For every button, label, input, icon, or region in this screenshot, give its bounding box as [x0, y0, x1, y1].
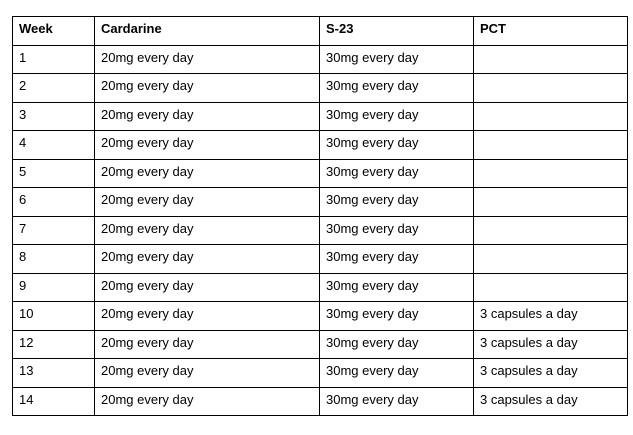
table-row: [13, 273, 628, 302]
s23-cell: 30mg every day: [320, 273, 474, 302]
table-row: [13, 387, 628, 416]
week-cell: 3: [13, 102, 95, 131]
cardarine-cell: 20mg every day: [95, 302, 320, 331]
table-row: [13, 302, 628, 331]
pct-cell: 3 capsules a day: [474, 387, 628, 416]
week-cell: 5: [13, 159, 95, 188]
cardarine-cell: 20mg every day: [95, 131, 320, 160]
week-cell: 6: [13, 188, 95, 217]
pct-cell: [474, 159, 628, 188]
s23-cell: 30mg every day: [320, 245, 474, 274]
week-cell: 7: [13, 216, 95, 245]
week-cell: 4: [13, 131, 95, 160]
header-row: [13, 17, 628, 46]
s23-cell: 30mg every day: [320, 302, 474, 331]
s23-cell: 30mg every day: [320, 159, 474, 188]
s23-cell: 30mg every day: [320, 359, 474, 388]
header-week: Week: [13, 17, 95, 46]
table-header: [13, 17, 628, 46]
pct-cell: [474, 216, 628, 245]
cardarine-cell: 20mg every day: [95, 273, 320, 302]
s23-cell: 30mg every day: [320, 45, 474, 74]
s23-cell: 30mg every day: [320, 216, 474, 245]
cardarine-cell: 20mg every day: [95, 159, 320, 188]
week-cell: 8: [13, 245, 95, 274]
pct-cell: [474, 188, 628, 217]
week-cell: 1: [13, 45, 95, 74]
cardarine-cell: 20mg every day: [95, 102, 320, 131]
week-cell: 13: [13, 359, 95, 388]
pct-cell: [474, 45, 628, 74]
cardarine-cell: 20mg every day: [95, 188, 320, 217]
table-row: [13, 45, 628, 74]
pct-cell: 3 capsules a day: [474, 330, 628, 359]
table-row: [13, 131, 628, 160]
pct-cell: [474, 273, 628, 302]
s23-cell: 30mg every day: [320, 131, 474, 160]
week-cell: 9: [13, 273, 95, 302]
table-row: [13, 216, 628, 245]
table-row: [13, 102, 628, 131]
table-body: [13, 45, 628, 416]
s23-cell: 30mg every day: [320, 188, 474, 217]
cardarine-cell: 20mg every day: [95, 45, 320, 74]
s23-cell: 30mg every day: [320, 74, 474, 103]
pct-cell: 3 capsules a day: [474, 302, 628, 331]
cardarine-cell: 20mg every day: [95, 387, 320, 416]
table-row: [13, 188, 628, 217]
header-s23: S-23: [320, 17, 474, 46]
week-cell: 10: [13, 302, 95, 331]
pct-cell: 3 capsules a day: [474, 359, 628, 388]
cardarine-cell: 20mg every day: [95, 359, 320, 388]
week-cell: 14: [13, 387, 95, 416]
week-cell: 12: [13, 330, 95, 359]
s23-cell: 30mg every day: [320, 387, 474, 416]
table-row: [13, 330, 628, 359]
cardarine-cell: 20mg every day: [95, 330, 320, 359]
table-row: [13, 359, 628, 388]
pct-cell: [474, 131, 628, 160]
cycle-table: [12, 16, 628, 416]
table-row: [13, 74, 628, 103]
s23-cell: 30mg every day: [320, 330, 474, 359]
cardarine-cell: 20mg every day: [95, 245, 320, 274]
pct-cell: [474, 102, 628, 131]
header-pct: PCT: [474, 17, 628, 46]
pct-cell: [474, 74, 628, 103]
header-cardarine: Cardarine: [95, 17, 320, 46]
cardarine-cell: 20mg every day: [95, 74, 320, 103]
pct-cell: [474, 245, 628, 274]
week-cell: 2: [13, 74, 95, 103]
cardarine-cell: 20mg every day: [95, 216, 320, 245]
table-row: [13, 245, 628, 274]
s23-cell: 30mg every day: [320, 102, 474, 131]
table-row: [13, 159, 628, 188]
